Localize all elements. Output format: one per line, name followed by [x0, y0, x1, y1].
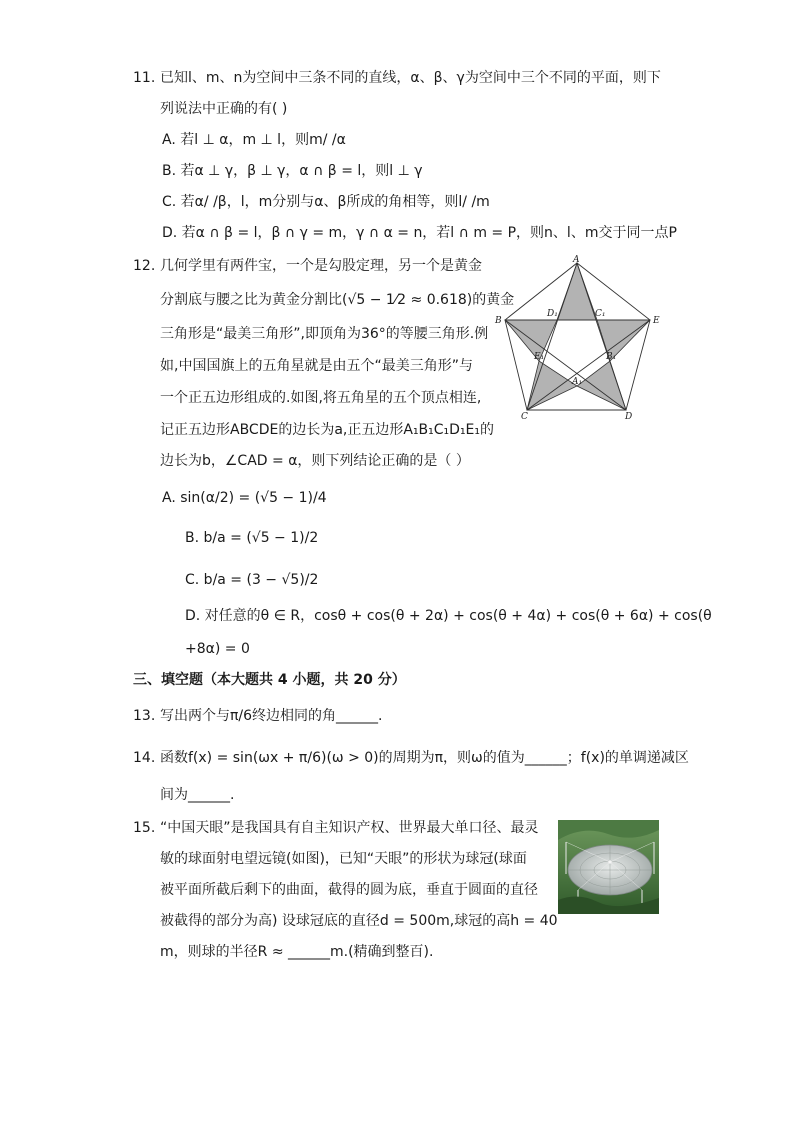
section-heading: 三、填空题（本大题共 4 小题，共 20 分）	[133, 672, 406, 688]
label-A: A	[573, 255, 580, 265]
q15-line5: m，则球的半径R ≈ ______m.(精确到整百).	[160, 944, 434, 960]
q15-line3: 被平面所截后剩下的曲面，截得的圆为底，垂直于圆面的直径	[160, 882, 538, 898]
label-C: C	[521, 412, 528, 422]
q12-option-a: A. sin(α/2) = (√5 − 1)/4	[162, 490, 327, 506]
q12-option-c: C. b/a = (3 − √5)/2	[185, 572, 319, 588]
label-D: D	[625, 412, 633, 422]
label-A1: A₁	[572, 377, 583, 387]
feed-cabin	[608, 860, 611, 863]
q13-number: 13.	[133, 708, 156, 724]
label-D1: D₁	[547, 309, 558, 319]
q15-line4: 被截得的部分为高) 设球冠底的直径d = 500m,球冠的高h = 40	[160, 913, 558, 929]
q12-option-b: B. b/a = (√5 − 1)/2	[185, 530, 319, 546]
q12-line4: 如,中国国旗上的五角星就是由五个“最美三角形”与	[160, 358, 473, 374]
q12-line5: 一个正五边形组成的.如图,将五角星的五个顶点相连,	[160, 390, 482, 406]
q12-number: 12.	[133, 258, 156, 274]
q12-line7: 边长为b，∠CAD = α，则下列结论正确的是（ ）	[160, 453, 470, 469]
q12-line3: 三角形是“最美三角形”,即顶角为36°的等腰三角形.例	[160, 326, 489, 342]
q11-stem-line2: 列说法中正确的有( )	[160, 101, 288, 117]
q14-number: 14.	[133, 750, 156, 766]
q11-option-d: D. 若α ∩ β = l，β ∩ γ = m，γ ∩ α = n，若l ∩ m = P，则n、l、m交于同一点P	[162, 225, 677, 241]
label-B: B	[495, 316, 502, 326]
q11-stem-line1: 已知l、m、n为空间中三条不同的直线，α、β、γ为空间中三个不同的平面，则下	[160, 70, 661, 86]
q15-number: 15.	[133, 820, 156, 836]
q14-line1: 函数f(x) = sin(ωx + π/6)(ω > 0)的周期为π，则ω的值为______；f(x)的单调递减区	[160, 750, 689, 766]
label-C1: C₁	[595, 309, 606, 319]
q12-line2: 分割底与腰之比为黄金分割比(√5 − 1⁄2 ≈ 0.618)的黄金	[160, 292, 515, 308]
q12-option-d-line2: +8α) = 0	[185, 641, 250, 657]
q11-option-b: B. 若α ⊥ γ，β ⊥ γ，α ∩ β = l，则l ⊥ γ	[162, 163, 423, 179]
label-E: E	[653, 316, 660, 326]
pentagram-figure	[493, 253, 678, 423]
q13-text: 写出两个与π/6终边相同的角______.	[160, 708, 383, 724]
label-E1: E₁	[534, 352, 545, 362]
telescope-photo	[558, 820, 659, 914]
q14-line2: 间为______.	[160, 787, 235, 803]
star-point-top	[557, 263, 597, 320]
q15-line2: 敏的球面射电望远镜(如图)，已知“天眼”的形状为球冠(球面	[160, 851, 527, 867]
q15-line1: “中国天眼”是我国具有自主知识产权、世界最大单口径、最灵	[160, 820, 539, 836]
q12-option-d-line1: D. 对任意的θ ∈ R，cosθ + cos(θ + 2α) + cos(θ + 4α) + cos(θ + 6α) + cos(θ	[185, 608, 712, 624]
q11-number: 11.	[133, 70, 156, 86]
q12-line1: 几何学里有两件宝，一个是勾股定理，另一个是黄金	[160, 258, 482, 274]
q11-option-a: A. 若l ⊥ α，m ⊥ l，则m/ /α	[162, 132, 346, 148]
q11-option-c: C. 若α/ /β，l，m分别与α、β所成的角相等，则l/ /m	[162, 194, 490, 210]
q12-line6: 记正五边形ABCDE的边长为a,正五边形A₁B₁C₁D₁E₁的	[160, 422, 495, 438]
label-B1: B₁	[606, 352, 617, 362]
